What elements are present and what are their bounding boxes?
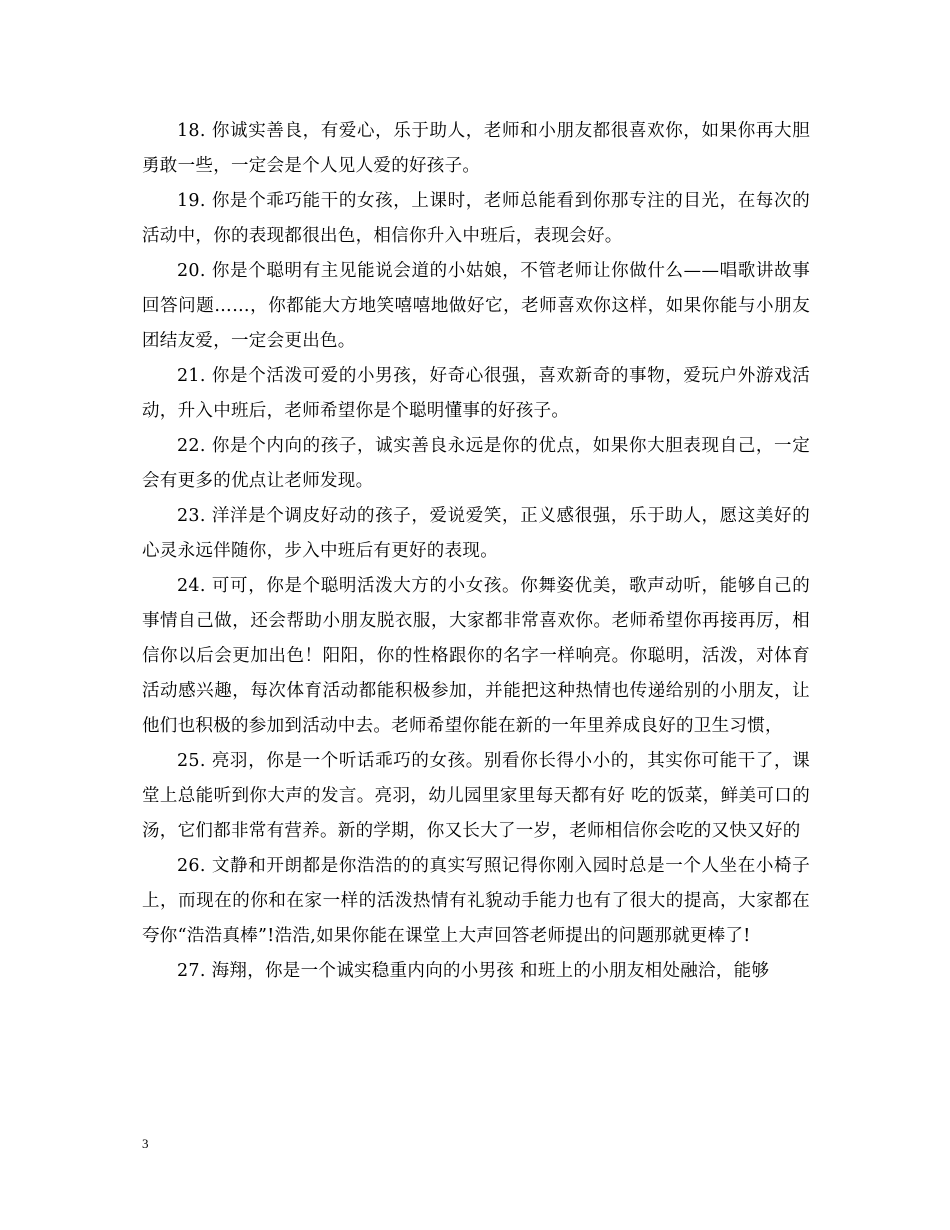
paragraph-18: 18. 你诚实善良，有爱心，乐于助人，老师和小朋友都很喜欢你，如果你再大胆勇敢一些，一定会是个人见人爱的好孩子。 — [142, 121, 810, 176]
paragraph-23: 23. 洋洋是个调皮好动的孩子，爱说爱笑，正义感很强，乐于助人，愿这美好的心灵永远伴随你，步入中班后有更好的表现。 — [142, 506, 810, 561]
paragraph-24: 24. 可可，你是个聪明活泼大方的小女孩。你舞姿优美，歌声动听，能够自己的事情自己做，还会帮助小朋友脱衣服，大家都非常喜欢你。老师希望你再接再厉，相信你以后会更加出色！阳阳，你的性格跟你的名字一样响亮。你聪明，活泼，对体育活动感兴趣，每次体育活动都能积极参加，并能把这种热情也传递给别的小朋友，让他们也积极的参加到活动中去。老师希望你能在新的一年里养成良好的卫生习惯， — [142, 576, 810, 736]
paragraph-27: 27. 海翔，你是一个诚实稳重内向的小男孩 和班上的小朋友相处融洽，能够 — [177, 961, 770, 981]
paragraph-19: 19. 你是个乖巧能干的女孩，上课时，老师总能看到你那专注的目光，在每次的活动中，你的表现都很出色，相信你升入中班后，表现会好。 — [142, 191, 810, 246]
page-body — [142, 114, 810, 989]
paragraph-20: 20. 你是个聪明有主见能说会道的小姑娘，不管老师让你做什么——唱歌讲故事回答问题……，你都能大方地笑嘻嘻地做好它，老师喜欢你这样，如果你能与小朋友团结友爱，一定会更出色。 — [142, 261, 810, 351]
paragraph-21: 21. 你是个活泼可爱的小男孩，好奇心很强，喜欢新奇的事物，爱玩户外游戏活动，升入中班后，老师希望你是个聪明懂事的好孩子。 — [142, 366, 810, 421]
paragraph-22: 22. 你是个内向的孩子，诚实善良永远是你的优点，如果你大胆表现自己，一定会有更多的优点让老师发现。 — [142, 436, 810, 491]
paragraph-25: 25. 亮羽，你是一个听话乖巧的女孩。别看你长得小小的，其实你可能干了，课堂上总能听到你大声的发言。亮羽，幼儿园里家里每天都有好 吃的饭菜，鲜美可口的汤，它们都非常有营养。新的学期，你又长大了一岁，老师相信你会吃的又快又好的 — [142, 751, 810, 841]
paragraph-26: 26. 文静和开朗都是你浩浩的的真实写照记得你刚入园时总是一个人坐在小椅子上，而现在的你和在家一样的活泼热情有礼貌动手能力也有了很大的提高，大家都在夸你“浩浩真棒”!浩浩,如果你能在课堂上大声回答老师提出的问题那就更棒了! — [142, 856, 810, 946]
page-number: 3 — [142, 1136, 149, 1151]
